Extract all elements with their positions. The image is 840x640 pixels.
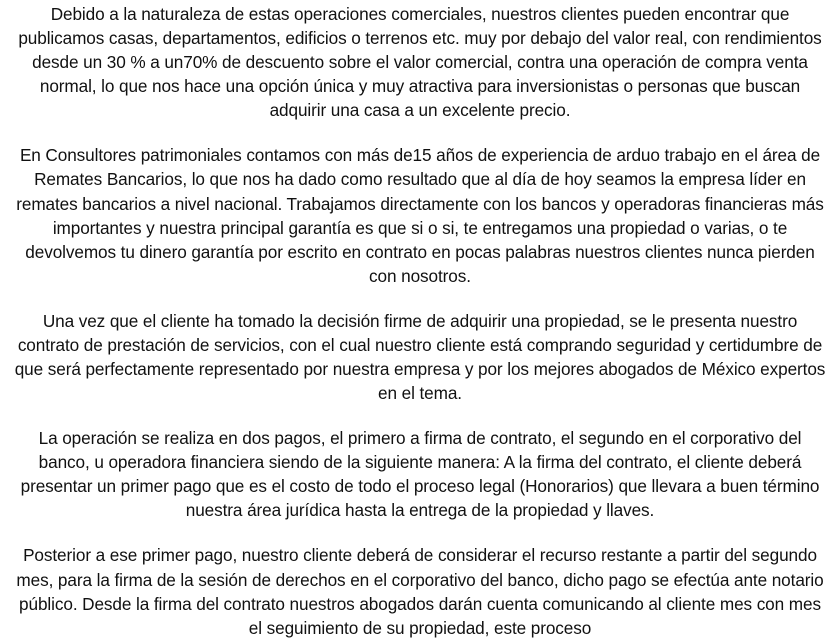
- document-body: [14, 0, 826, 640]
- paragraph: Debido a la naturaleza de estas operaciones comerciales, nuestros clientes pueden encontrar que publicamos casas, departamentos, edificios o terrenos etc. muy por debajo del valor real, con rendimientos desde un 30 % a un70% de descuento sobre el valor comercial, contra una operación de compra venta normal, lo que nos hace una opción única y muy atractiva para inversionistas o personas que buscan adquirir una casa a un excelente precio.: [18, 4, 822, 121]
- paragraph: En Consultores patrimoniales contamos con más de15 años de experiencia de arduo trabajo en el área de Remates Bancarios, lo que nos ha dado como resultado que al día de hoy seamos la empresa líder en remates bancarios a nivel nacional. Trabajamos directamente con los bancos y operadoras financieras más importantes y nuestra principal garantía es que si o si, te entregamos una propiedad o varias, o te devolvemos tu dinero garantía por escrito en contrato en pocas palabras nuestros clientes nunca pierden con nosotros.: [16, 145, 824, 286]
- paragraph: Una vez que el cliente ha tomado la decisión firme de adquirir una propiedad, se le presenta nuestro contrato de prestación de servicios, con el cual nuestro cliente está comprando seguridad y certidumbre de que será perfectamente representado por nuestra empresa y por los mejores abogados de México expertos en el tema.: [14, 310, 826, 404]
- paragraph: Posterior a ese primer pago, nuestro cliente deberá de considerar el recurso restante a partir del segundo mes, para la firma de la sesión de derechos en el corporativo del banco, dicho pago se efectúa ante notario público. Desde la firma del contrato nuestros abogados darán cuenta comunicando al cliente mes con mes el seguimiento de su propiedad, este proceso: [16, 545, 824, 638]
- paragraph: La operación se realiza en dos pagos, el primero a firma de contrato, el segundo en el corporativo del banco, u operadora financiera siendo de la siguiente manera: A la firma del contrato, el cliente deberá presentar un primer pago que es el costo de todo el proceso legal (Honorarios) que llevara a buen término nuestra área jurídica hasta la entrega de la propiedad y llaves.: [20, 428, 820, 521]
